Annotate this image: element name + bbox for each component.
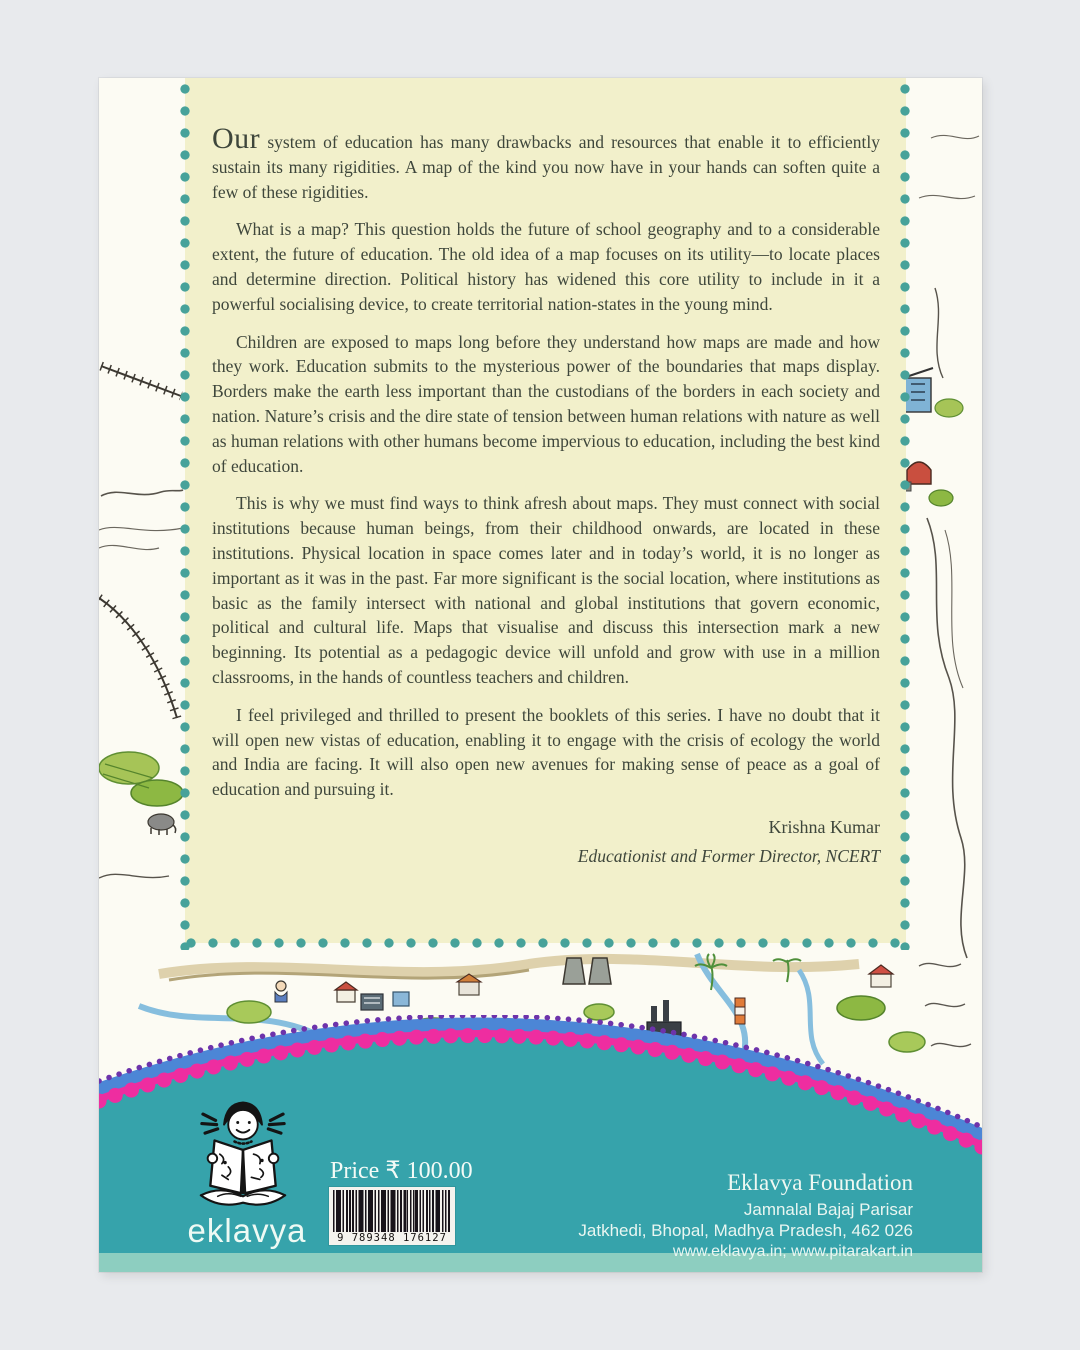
paragraph-3: Children are exposed to maps long before they understand how maps are made and how they work. Education submits to the mysterious power of the boundaries that maps display. Borders make the earth less important than the custodians of the borders in each society and nation. Nature’s crisis and the dire state of tension between human relations with nature as well as human relations with other humans become impervious to education, including the best kind of education. (212, 331, 880, 476)
publisher-websites: www.eklavya.in; www.pitarakart.in (672, 1243, 913, 1260)
dotted-border-right (900, 78, 910, 950)
price-label: Price ₹ 100.00 (330, 1158, 473, 1184)
paragraph-1-text: system of education has many drawbacks and resources that enable it to efficiently sustain its many rigidities. A map of the kind you now have in your hands can soften quite a few of these rigidities. (212, 132, 880, 202)
paragraph-1 (212, 124, 880, 204)
paragraph-5: I feel privileged and thrilled to present the booklets of this series. I have no doubt that it will open new vistas of education, enabling it to engage with the crisis of ecology the world and India are facing. It will also open new avenues for making sense of peace as a goal of education and pursuing it. (212, 704, 880, 800)
logo-wordmark: eklavya (187, 1212, 307, 1249)
barcode (329, 1187, 455, 1245)
publisher-name: Eklavya Foundation (727, 1170, 913, 1195)
paragraph-4: This is why we must find ways to think afresh about maps. They must connect with social institutions because human beings, from their childhood onwards, are located in these institutions. Physical location in space comes later and in today’s world, it is no longer as important as it was in the past. Far more significant is the social location, where institutions as basic as the family intersect with national and global institutions that govern economic, political and cultural life. Maps that visualise and discuss this intersection mark a new beginning. Its potential as a pedagogic device will unfold and grow with use in a million classrooms, in the hands of countless teachers and children. (212, 493, 880, 687)
barcode-number: 9 789348 176127 (337, 1232, 447, 1244)
paragraph-2: What is a map? This question holds the future of school geography and to a considerable extent, the future of education. The old idea of a map focuses on its utility—to locate places and determine direction. Political history has widened this core utility to include in it a powerful socialising device, to create territorial nation-states in the young mind. (212, 219, 880, 314)
publisher-address-line1: Jamnalal Bajaj Parisar (743, 1200, 913, 1219)
publisher-address-line2: Jatkhedi, Bhopal, Madhya Pradesh, 462 026 (578, 1221, 913, 1240)
signature-block (212, 815, 880, 869)
signature-title: Educationist and Former Director, NCERT (577, 845, 880, 866)
publisher-block (513, 1170, 913, 1262)
lead-word: Our (212, 122, 261, 155)
barcode-bars (333, 1190, 451, 1232)
reading-child-icon (189, 1093, 297, 1209)
book-cover (99, 78, 982, 1272)
dotted-border-left (180, 78, 190, 950)
signature-name: Krishna Kumar (768, 816, 880, 837)
blurb-text (212, 124, 880, 869)
